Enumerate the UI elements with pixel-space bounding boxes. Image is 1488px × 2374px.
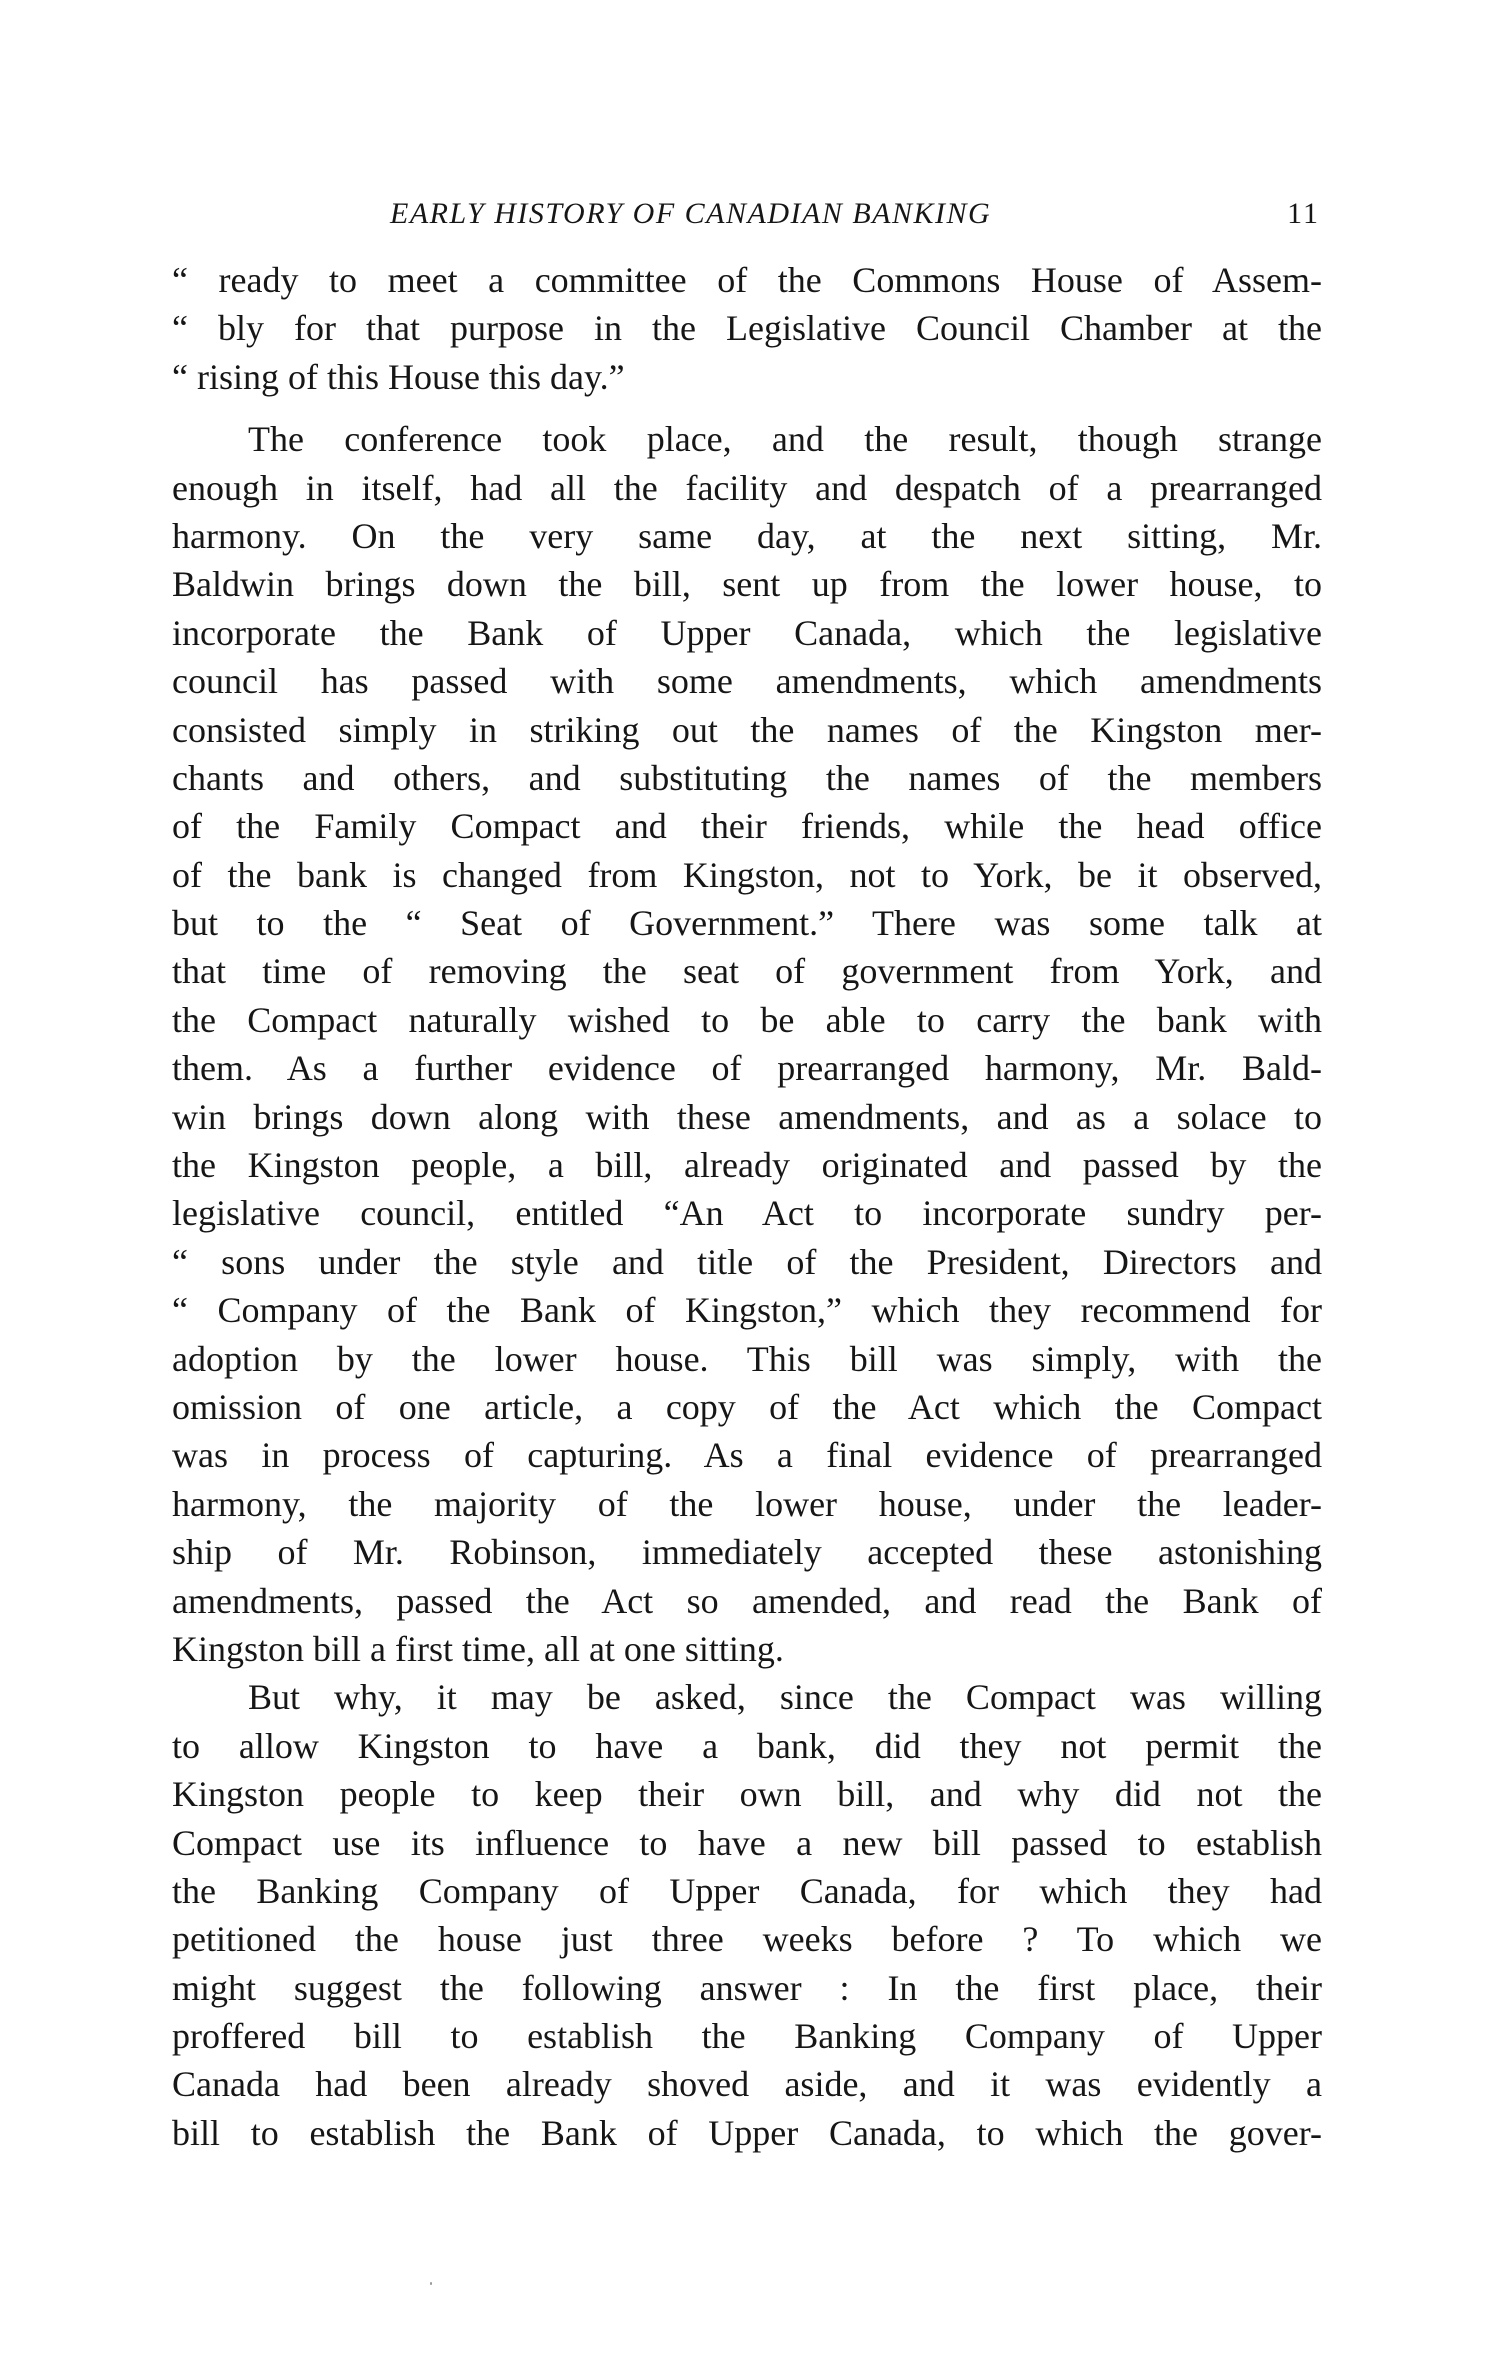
running-head — [170, 190, 1320, 238]
text-line: them. As a further evidence of prearranged harmony, Mr. Bald- — [172, 1048, 1322, 1089]
text-line: consisted simply in striking out the names of the Kingston mer- — [172, 709, 1322, 750]
text-line: might suggest the following answer : In the first place, their — [172, 1967, 1322, 2008]
text-line: to allow Kingston to have a bank, did they not permit the — [172, 1725, 1322, 1766]
paragraph-2 — [172, 415, 1322, 1673]
text-line: the Compact naturally wished to be able to carry the bank with — [172, 999, 1322, 1040]
text-line: of the Family Compact and their friends, while the head office — [172, 806, 1322, 847]
text-line: that time of removing the seat of government from York, and — [172, 951, 1322, 992]
paragraph-3 — [172, 1673, 1322, 2157]
text-line: “ ready to meet a committee of the Commons House of Assem- — [172, 260, 1322, 300]
text-line: amendments, passed the Act so amended, and read the Bank of — [172, 1580, 1322, 1621]
text-line: Kingston people to keep their own bill, and why did not the — [172, 1774, 1322, 1815]
running-title: EARLY HISTORY OF CANADIAN BANKING — [390, 197, 992, 230]
text-line: ship of Mr. Robinson, immediately accepted these astonishing — [172, 1532, 1322, 1573]
text-line: bill to establish the Bank of Upper Canada, to which the gover- — [172, 2112, 1322, 2153]
text-line: But why, it may be asked, since the Compact was willing — [248, 1677, 1322, 1718]
paragraph-1 — [172, 256, 1322, 401]
text-line: “ rising of this House this day.” — [172, 356, 625, 397]
text-line: “ bly for that purpose in the Legislative Council Chamber at the — [172, 308, 1322, 349]
text-line: legislative council, entitled “An Act to incorporate sundry per- — [172, 1193, 1322, 1234]
text-line: harmony, the majority of the lower house, under the leader- — [172, 1483, 1322, 1524]
text-line: but to the “ Seat of Government.” There was some talk at — [172, 903, 1322, 944]
text-line: Compact use its influence to have a new bill passed to establish — [172, 1822, 1322, 1863]
text-line: harmony. On the very same day, at the next sitting, Mr. — [172, 515, 1322, 556]
text-line: the Kingston people, a bill, already originated and passed by the — [172, 1145, 1322, 1186]
text-line: “ sons under the style and title of the President, Directors and — [172, 1241, 1322, 1282]
text-line: incorporate the Bank of Upper Canada, which the legislative — [172, 612, 1322, 653]
page-number: 11 — [1287, 197, 1320, 230]
text-line: win brings down along with these amendments, and as a solace to — [172, 1096, 1322, 1137]
print-speck — [430, 2282, 432, 2285]
text-line: The conference took place, and the result, though strange — [248, 419, 1322, 460]
text-line: was in process of capturing. As a final evidence of prearranged — [172, 1435, 1322, 1476]
text-line: chants and others, and substituting the names of the members — [172, 757, 1322, 798]
text-line: adoption by the lower house. This bill was simply, with the — [172, 1338, 1322, 1379]
text-line: petitioned the house just three weeks before ? To which we — [172, 1919, 1322, 1960]
text-line: council has passed with some amendments, which amendments — [172, 661, 1322, 702]
text-line: Canada had been already shoved aside, and it was evidently a — [172, 2064, 1322, 2105]
text-line: “ Company of the Bank of Kingston,” which they recommend for — [172, 1290, 1322, 1331]
body-text — [172, 256, 1322, 2157]
text-line: Baldwin brings down the bill, sent up from the lower house, to — [172, 564, 1322, 605]
text-line: omission of one article, a copy of the Act which the Compact — [172, 1386, 1322, 1427]
text-line: Kingston bill a first time, all at one sitting. — [172, 1628, 784, 1669]
paragraph-gap — [172, 401, 1322, 415]
text-line: the Banking Company of Upper Canada, for which they had — [172, 1870, 1322, 1911]
text-line: enough in itself, had all the facility and despatch of a prearranged — [172, 467, 1322, 508]
text-line: of the bank is changed from Kingston, not to York, be it observed, — [172, 854, 1322, 895]
text-line: proffered bill to establish the Banking Company of Upper — [172, 2016, 1322, 2057]
